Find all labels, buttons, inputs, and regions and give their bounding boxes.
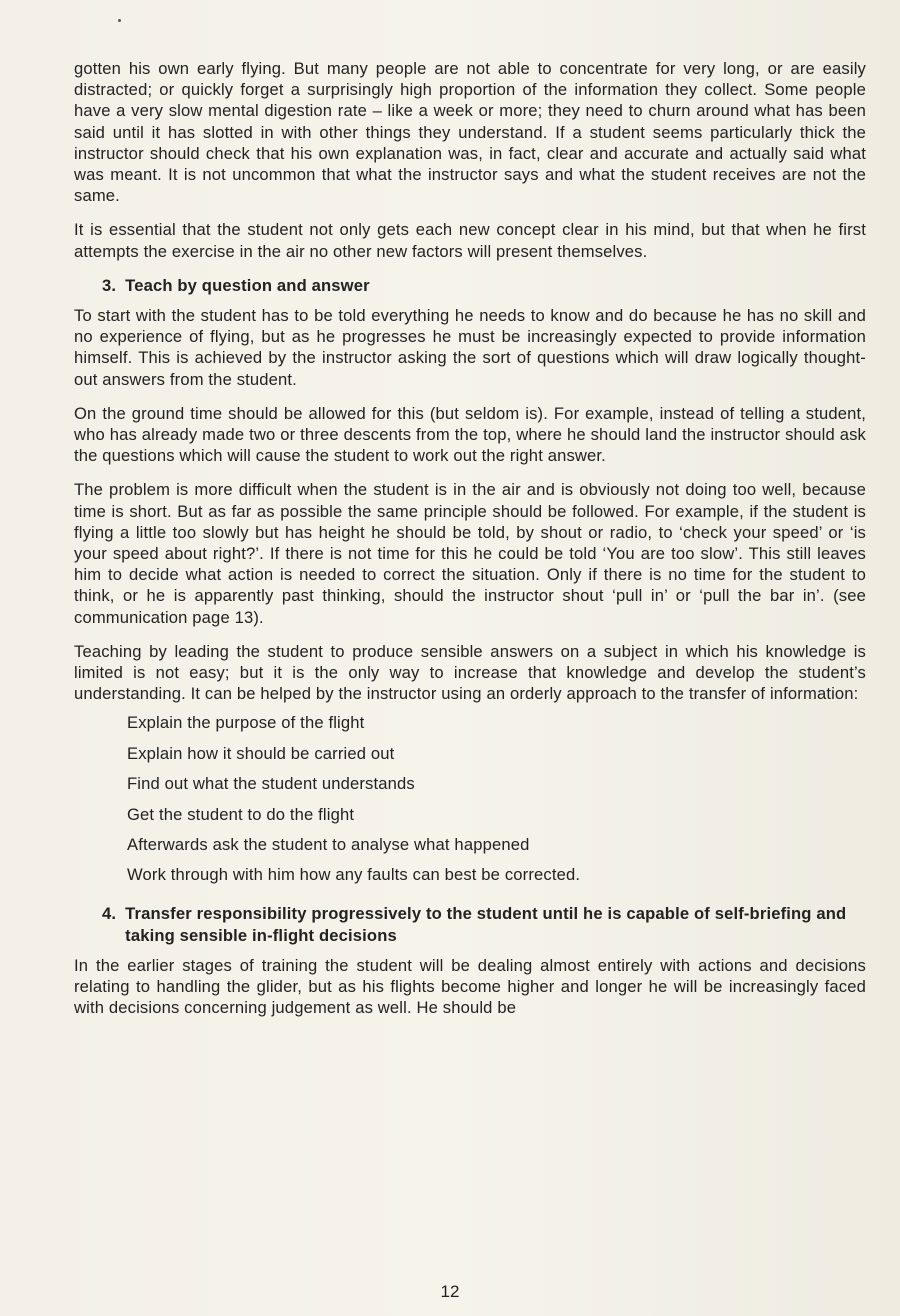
page-body: [74, 58, 866, 1031]
paragraph: On the ground time should be allowed for this (but seldom is). For example, instead of telling a student, who has already made two or three descents from the top, where he should land the instructor should ask the questions which will cause the student to work out the right answer.: [74, 403, 866, 466]
ink-speck: [118, 19, 121, 22]
paragraph: It is essential that the student not only gets each new concept clear in his mind, but that when he first attempts the exercise in the air no other new factors will present themselves.: [74, 220, 866, 261]
paragraph: Teaching by leading the student to produce sensible answers on a subject in which his knowledge is limited is not easy; but it is the only way to increase that knowledge and develop the student’s understanding. It can be helped by the instructor using an orderly approach to the transfer of information:: [74, 641, 866, 704]
paragraph: In the earlier stages of training the student will be dealing almost entirely with actions and decisions relating to handling the glider, but as his flights become higher and longer he will be increasingly faced with decisions concerning judgement as well. He should be: [74, 955, 866, 1018]
page-number: 12: [440, 1282, 460, 1301]
section-title: Teach by question and answer: [125, 275, 370, 295]
list-item: Afterwards ask the student to analyse what happened: [127, 835, 530, 855]
paragraph: The problem is more difficult when the student is in the air and is obviously not doing too well, because time is short. But as far as possible the same principle should be followed. For example, if the student is flying a little too slowly but has height he should be told, by shout or radio, to ‘check your speed’ or ‘is your speed about right?’. If there is not time for this he could be told ‘You are too slow’. This still leaves him to decide what action is needed to correct the situation. Only if there is no time for the student to think, or he is apparently past thinking, should the instructor shout ‘pull in’ or ‘pull the bar in’. (see communication page 13).: [74, 480, 866, 627]
list-item: Work through with him how any faults can best be corrected.: [127, 865, 581, 885]
list-item: Find out what the student understands: [127, 774, 415, 794]
steps-list: [127, 712, 866, 885]
list-item: Get the student to do the flight: [127, 804, 355, 824]
section-number: 3.: [102, 275, 117, 295]
section-number: 4.: [102, 904, 117, 924]
paragraph: gotten his own early flying. But many people are not able to concentrate for very long, or are easily distracted; or quickly forget a surprisingly high proportion of the information they collect. Some people have a very slow mental digestion rate – like a week or more; they need to churn around what has been said until it has slotted in with other things they understand. If a student seems particularly thick the instructor should check that his own explanation was, in fact, clear and accurate and actually said what was meant. It is not uncommon that what the instructor says and what the student receives are not the same.: [74, 59, 866, 206]
paragraph: To start with the student has to be told everything he needs to know and do because he has no skill and no experience of flying, but as he progresses he must be increasingly expected to provide information himself. This is achieved by the instructor asking the sort of questions which will draw logically thought-out answers from the student.: [74, 306, 866, 389]
section-title: Transfer responsibility progressively to the student until he is capable of self-briefing and taking sensible in-flight decisions: [125, 904, 847, 945]
section-heading-3: [102, 275, 866, 296]
list-item: Explain how it should be carried out: [127, 743, 395, 763]
section-heading-4: [102, 903, 866, 945]
list-item: Explain the purpose of the flight: [127, 713, 365, 733]
